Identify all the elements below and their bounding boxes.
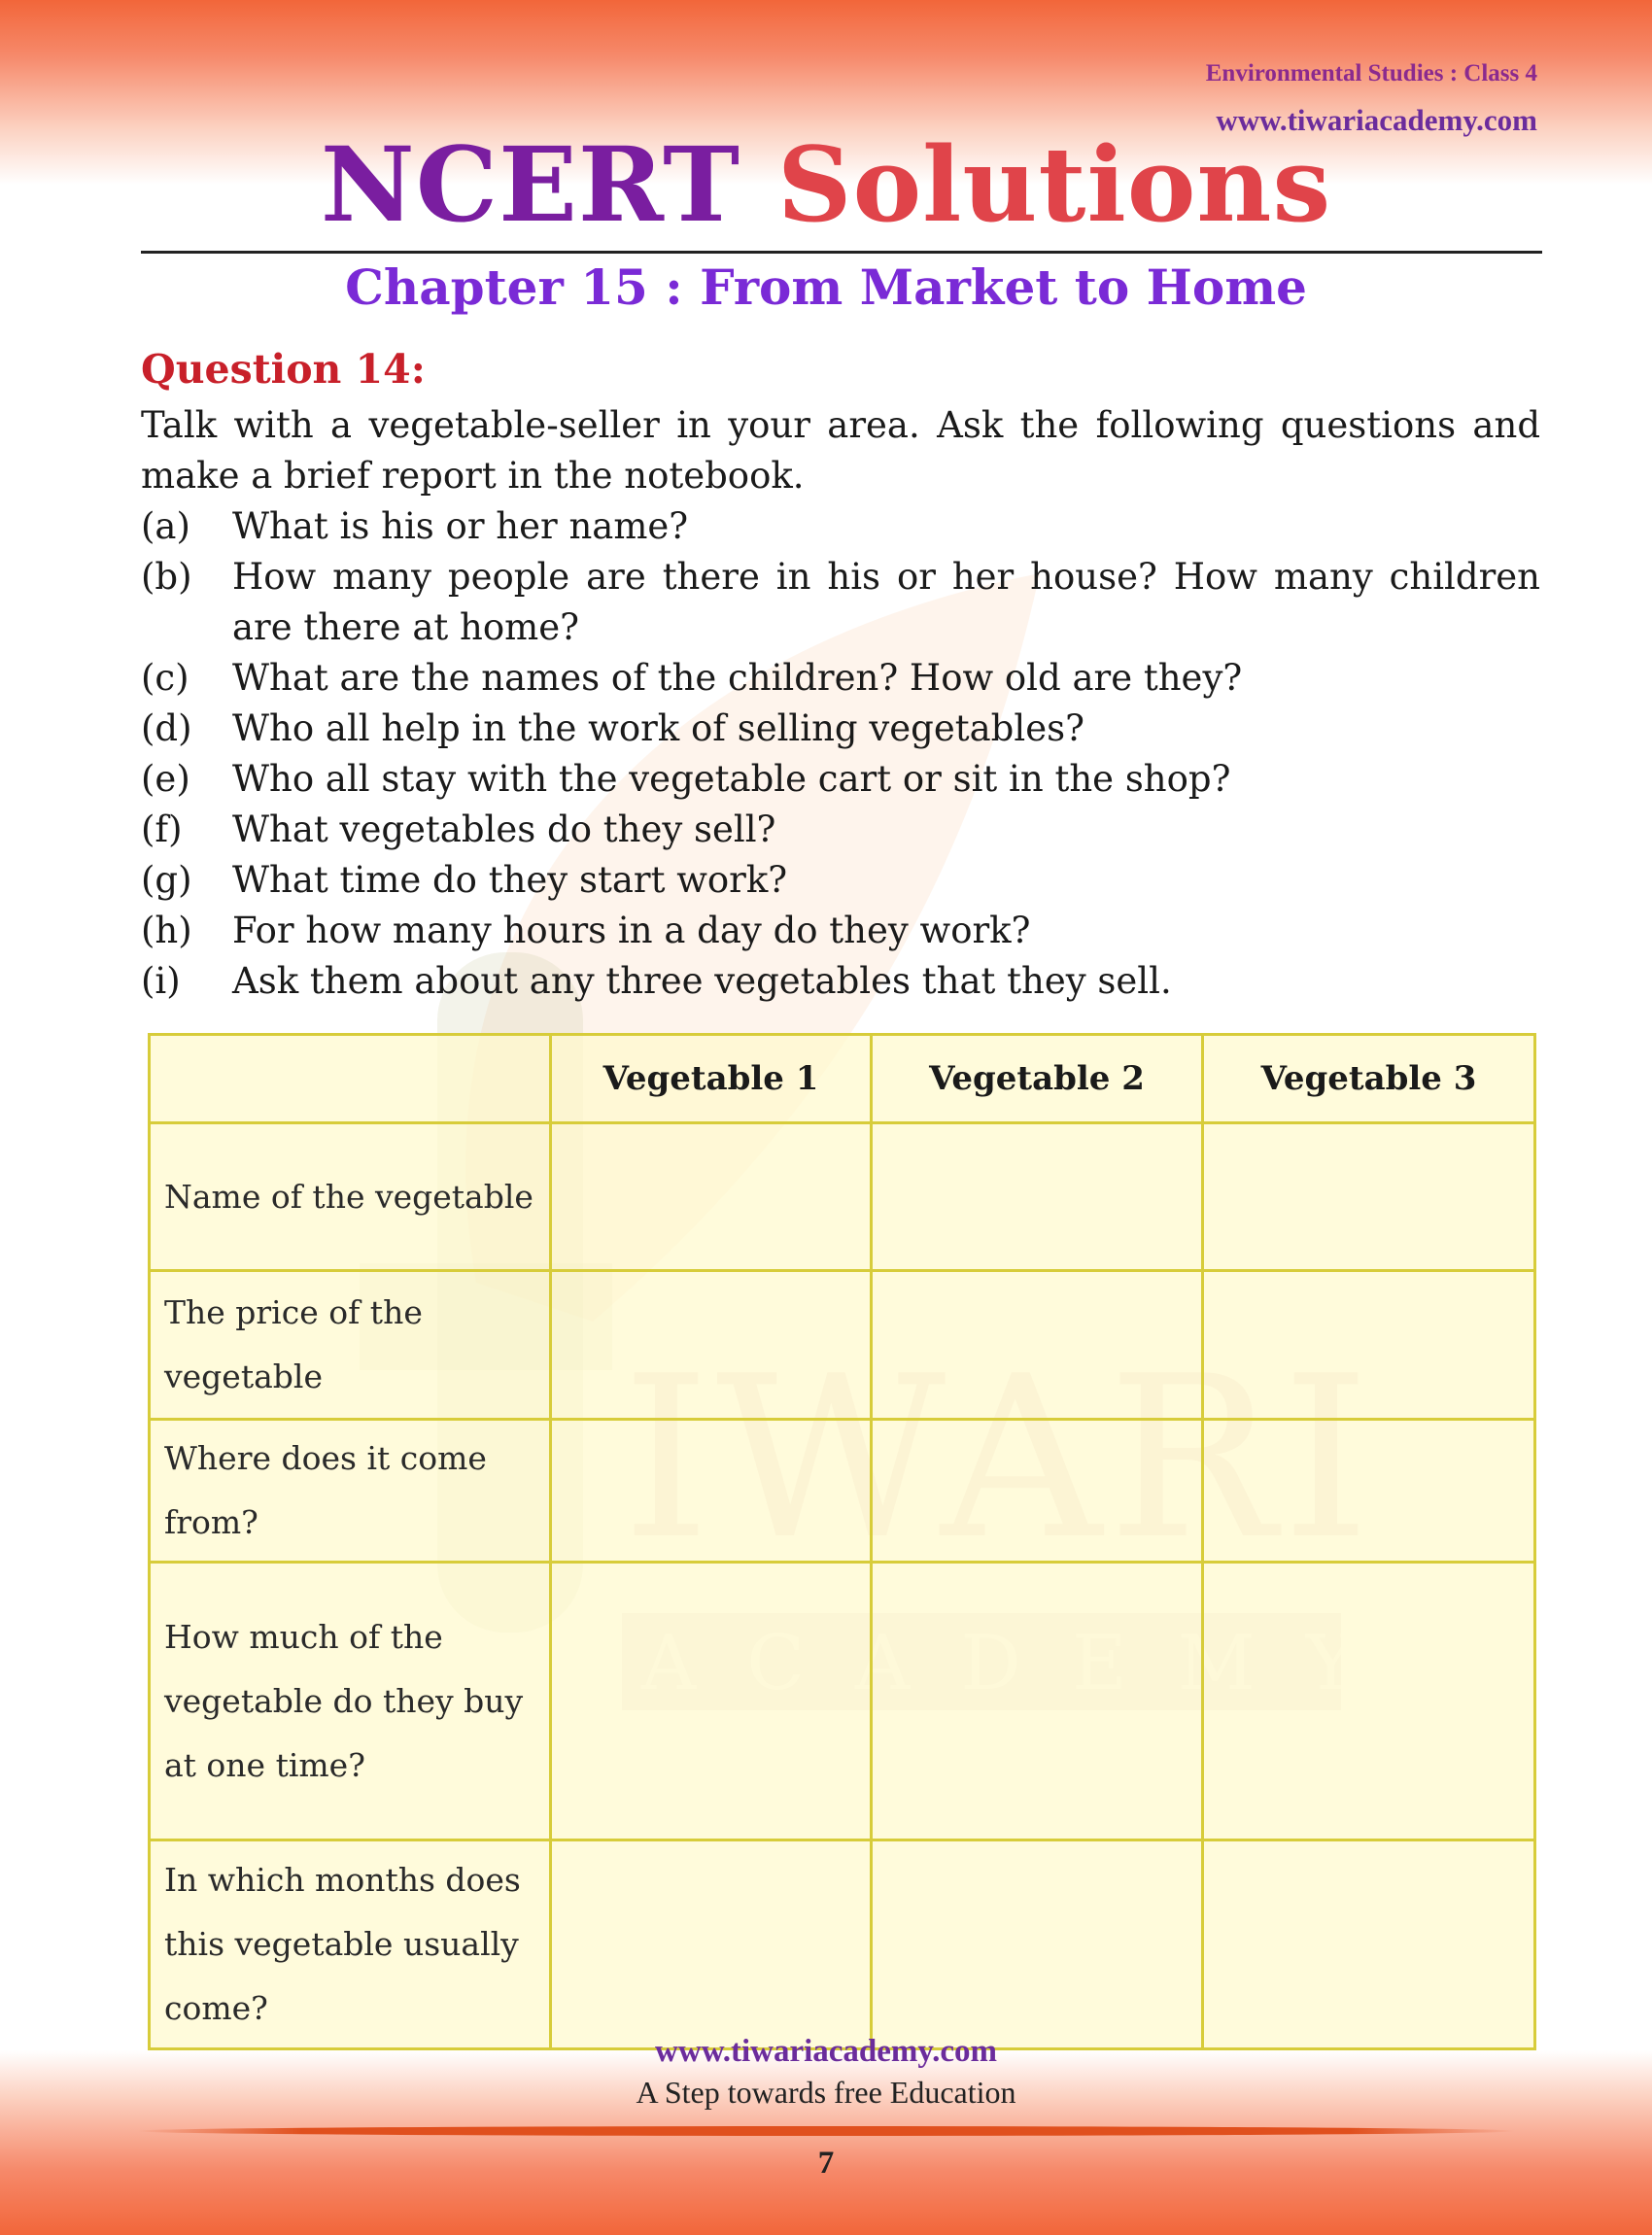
page-number: 7 xyxy=(817,2146,835,2181)
item-text: What time do they start work? xyxy=(232,859,788,901)
item-marker: (g) xyxy=(141,859,192,901)
title-divider xyxy=(141,251,1542,254)
item-text: What vegetables do they sell? xyxy=(232,808,776,850)
column-header xyxy=(150,1035,551,1123)
row-label: The price of the vegetable xyxy=(150,1271,551,1420)
list-item xyxy=(141,805,1540,855)
header-website-link[interactable]: www.tiwariacademy.com xyxy=(1216,103,1537,137)
list-item xyxy=(141,552,1540,653)
item-text: Who all stay with the vegetable cart or sit in the shop? xyxy=(232,758,1231,800)
question-body xyxy=(141,400,1540,1007)
table-cell[interactable] xyxy=(872,1271,1203,1420)
footer-divider xyxy=(136,2126,1516,2136)
table-row xyxy=(150,1271,1535,1420)
table-cell[interactable] xyxy=(551,1123,872,1271)
table-cell[interactable] xyxy=(551,1271,872,1420)
item-marker: (f) xyxy=(141,808,183,850)
table-cell[interactable] xyxy=(872,1420,1203,1563)
question-intro: Talk with a vegetable-seller in your area. Ask the following questions and make a brief report in the notebook. xyxy=(141,404,1540,497)
table-cell[interactable] xyxy=(872,1840,1203,2049)
item-marker: (c) xyxy=(141,657,189,699)
table-cell[interactable] xyxy=(1203,1840,1535,2049)
list-item xyxy=(141,501,1540,552)
item-text: Ask them about any three vegetables that they sell. xyxy=(232,960,1172,1002)
list-item xyxy=(141,704,1540,754)
table-row xyxy=(150,1840,1535,2049)
item-marker: (b) xyxy=(141,556,192,598)
table-cell[interactable] xyxy=(1203,1420,1535,1563)
item-text: What are the names of the children? How old are they? xyxy=(232,657,1243,699)
table-cell[interactable] xyxy=(551,1420,872,1563)
table-header-row xyxy=(150,1035,1535,1123)
list-item xyxy=(141,855,1540,906)
table-cell[interactable] xyxy=(1203,1563,1535,1840)
item-marker: (i) xyxy=(141,960,181,1002)
row-label: In which months does this vegetable usually come? xyxy=(150,1840,551,2049)
item-text: How many people are there in his or her house? How many children are there at home? xyxy=(232,556,1540,648)
list-item xyxy=(141,956,1540,1007)
row-label: Where does it come from? xyxy=(150,1420,551,1563)
item-text: Who all help in the work of selling vegetables? xyxy=(232,707,1084,749)
column-header: Vegetable 3 xyxy=(1203,1035,1535,1123)
table-row xyxy=(150,1123,1535,1271)
table-cell[interactable] xyxy=(872,1123,1203,1271)
table-cell[interactable] xyxy=(1203,1123,1535,1271)
item-marker: (a) xyxy=(141,505,190,547)
table-row xyxy=(150,1420,1535,1563)
table-cell[interactable] xyxy=(551,1563,872,1840)
question-list xyxy=(141,501,1540,1007)
column-header: Vegetable 2 xyxy=(872,1035,1203,1123)
list-item xyxy=(141,754,1540,805)
question-label: Question 14: xyxy=(141,346,426,393)
table-row xyxy=(150,1563,1535,1840)
page-title xyxy=(0,123,1652,245)
item-marker: (e) xyxy=(141,758,190,800)
title-part-solutions: Solutions xyxy=(776,123,1332,245)
table-cell[interactable] xyxy=(551,1840,872,2049)
row-label: How much of the vegetable do they buy at one time? xyxy=(150,1563,551,1840)
item-marker: (d) xyxy=(141,707,192,749)
title-part-ncert: NCERT xyxy=(320,123,740,245)
subject-label: Environmental Studies : Class 4 xyxy=(1205,60,1537,86)
column-header: Vegetable 1 xyxy=(551,1035,872,1123)
table-cell[interactable] xyxy=(872,1563,1203,1840)
footer-website-link[interactable]: www.tiwariacademy.com xyxy=(655,2034,997,2069)
item-text: For how many hours in a day do they work? xyxy=(232,910,1031,951)
item-text: What is his or her name? xyxy=(232,505,689,547)
table-cell[interactable] xyxy=(1203,1271,1535,1420)
vegetable-table-container xyxy=(148,1033,1533,2050)
row-label: Name of the vegetable xyxy=(150,1123,551,1271)
list-item xyxy=(141,653,1540,704)
list-item xyxy=(141,906,1540,956)
vegetable-table xyxy=(148,1033,1536,2050)
chapter-title: Chapter 15 : From Market to Home xyxy=(345,258,1307,316)
footer-tagline: A Step towards free Education xyxy=(636,2075,1016,2110)
item-marker: (h) xyxy=(141,910,192,951)
